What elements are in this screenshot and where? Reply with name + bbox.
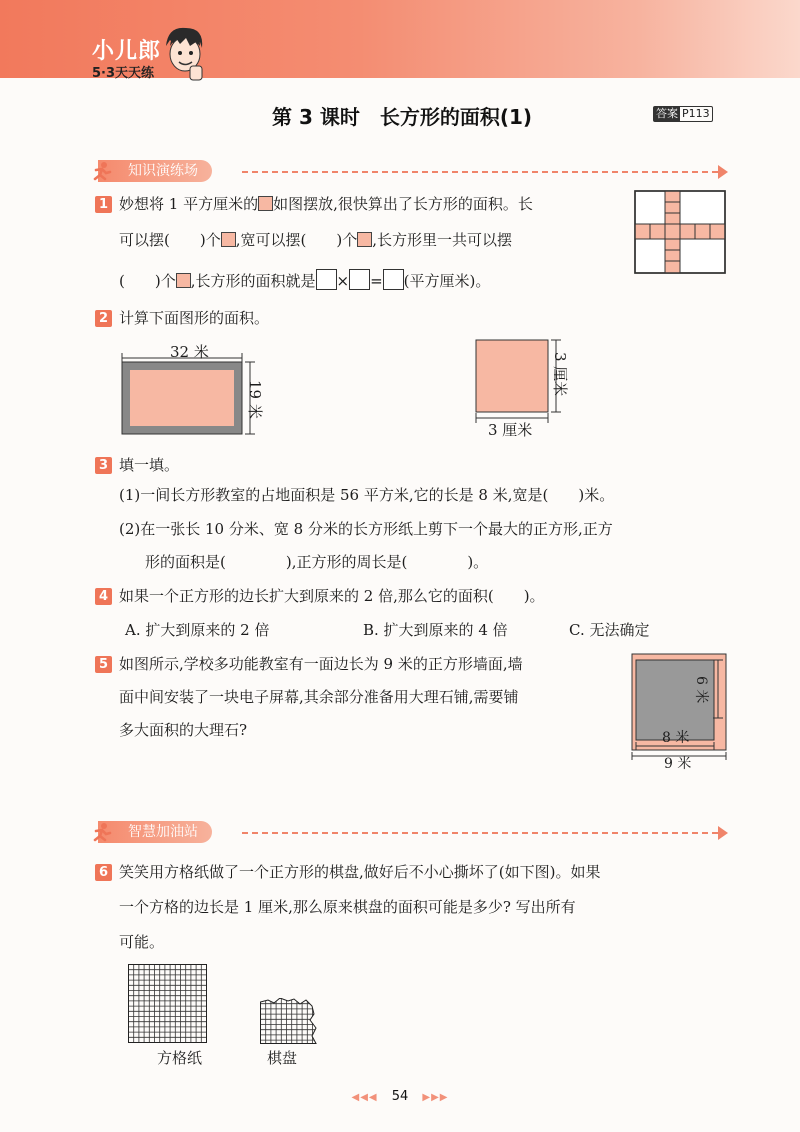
page-number: 54 [391, 1089, 409, 1104]
lesson-title: 第 3 课时 长方形的面积(1) [272, 105, 533, 129]
option-b[interactable]: B. 扩大到原来的 4 倍 [363, 621, 508, 639]
brand-logo: 小儿郎 [92, 39, 162, 64]
torn-chessboard [260, 998, 318, 1044]
arrow-right-icon [718, 165, 728, 179]
question-number: 2 [95, 310, 112, 327]
answer-key-badge [653, 106, 713, 122]
answer-box[interactable] [349, 269, 370, 290]
screen-width-label: 8 米 [662, 730, 690, 746]
question-number: 3 [95, 457, 112, 474]
chessboard-caption: 棋盘 [267, 1049, 298, 1067]
option-c[interactable]: C. 无法确定 [569, 621, 650, 639]
screen-height-label: 6 米 [693, 676, 709, 704]
grid-paper-caption: 方格纸 [157, 1049, 203, 1067]
grid-lines [128, 964, 206, 1042]
unit-square-icon [258, 196, 273, 211]
cross-tile-diagram [634, 190, 726, 274]
question-number: 4 [95, 588, 112, 605]
square-side-right-label: 3 厘米 [551, 352, 569, 397]
question-number: 5 [95, 656, 112, 673]
arrow-right-icon [718, 826, 728, 840]
running-figure-icon [92, 822, 112, 842]
answer-key-label: 答案 [656, 107, 678, 120]
answer-box[interactable] [316, 269, 337, 290]
question-number: 6 [95, 864, 112, 881]
rect-width-label: 32 米 [170, 343, 209, 361]
mascot-boy-icon [160, 24, 208, 84]
section-title: 知识演练场 [98, 160, 212, 182]
question-number: 1 [95, 196, 112, 213]
rect-height-label: 19 米 [246, 380, 264, 419]
section-title: 智慧加油站 [98, 821, 212, 843]
answer-key-page: P113 [682, 107, 710, 120]
grid-paper [128, 964, 208, 1044]
left-arrows-icon: ◀◀◀ [351, 1092, 378, 1103]
answer-box[interactable] [383, 269, 404, 290]
square-side-bottom-label: 3 厘米 [488, 421, 533, 439]
unit-square-icon [357, 232, 372, 247]
running-figure-icon [92, 161, 112, 181]
section-header-challenge [92, 819, 732, 847]
brand-subtitle: 5·3天天练 [92, 66, 155, 81]
unit-square-icon [176, 273, 191, 288]
page-footer [0, 1089, 800, 1104]
unit-square-icon [221, 232, 236, 247]
grid-border [129, 965, 207, 1043]
right-arrows-icon: ▶▶▶ [422, 1092, 449, 1103]
grid-lines [260, 998, 316, 1044]
section-header-practice [92, 158, 732, 186]
option-a[interactable]: A. 扩大到原来的 2 倍 [125, 621, 270, 639]
wall-screen-diagram [628, 652, 728, 768]
wall-side-label: 9 米 [664, 756, 692, 772]
